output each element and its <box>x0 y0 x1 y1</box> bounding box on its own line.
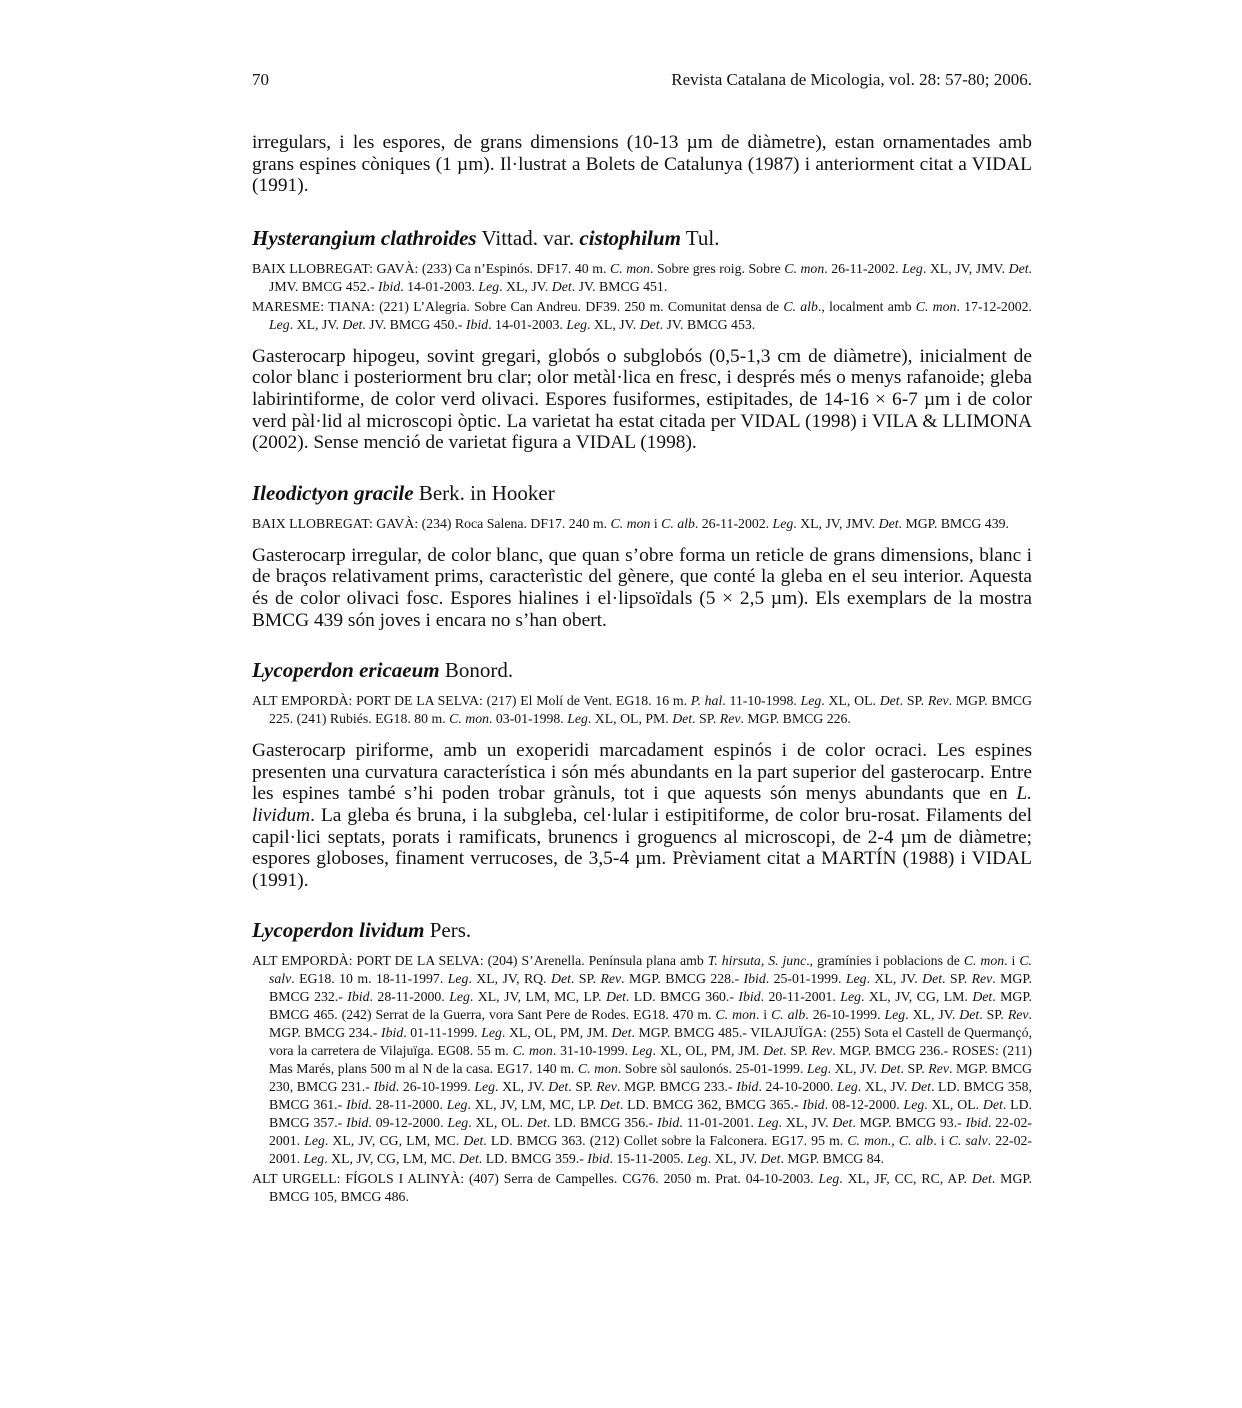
text-run: . XL, JV. <box>866 971 923 987</box>
text-run: . 26-10-1999. <box>805 1007 885 1023</box>
text-run: . 20-11-2001. <box>760 989 841 1005</box>
text-run: . MGP. BMCG 230, BMCG 231.- <box>269 1061 1032 1095</box>
text-run: . JV. BMCG 451. <box>571 278 668 294</box>
text-run: . XL, JV, RQ. <box>468 971 551 987</box>
italic-text: C. mon., C. alb <box>847 1133 934 1149</box>
specimen-record <box>252 1170 1032 1206</box>
italic-text: Leg <box>269 316 290 332</box>
text-run: . LD. BMCG 357.- <box>269 1097 1032 1131</box>
text-run: . XL, JV. <box>778 1115 833 1131</box>
text-run: . XL, OL. <box>924 1097 983 1113</box>
italic-text: C. mon <box>512 1043 553 1059</box>
italic-text: Leg <box>687 1151 708 1167</box>
text-run: . SP. <box>900 1061 929 1077</box>
running-head: Revista Catalana de Micologia, vol. 28: 57-80; 2006. <box>671 70 1032 89</box>
species-heading <box>252 918 1032 942</box>
italic-text: Leg <box>474 1079 496 1095</box>
italic-text: Ibid <box>378 278 401 294</box>
text-run: . LD. BMCG 362, BMCG 365.- <box>619 1097 803 1113</box>
text-run: BAIX LLOBREGAT: GAVÀ: (233) Ca n’Espinós. DF17. 40 m. <box>252 260 610 276</box>
italic-text: Det <box>526 1115 547 1131</box>
italic-text: C. salv <box>269 953 1032 987</box>
text-run: . i <box>933 1133 949 1149</box>
text-run: . MGP. BMCG 234.- <box>269 1007 1032 1041</box>
specimen-record <box>252 952 1032 1168</box>
text-run: . XL, JV, CG, LM, MC. <box>324 1133 464 1149</box>
text-run: . La gleba és bruna, i la subgleba, cel·lular i estipitiforme, de color bru-rosat. Filaments del capil·lici septats, porats i ramificats, brunencs i groguencs al microscopi, de 2-4 µm de diàmetre; espores globoses, finament verrucoses, de 3,5-4 µm. Prèviament citat a MARTÍN (1988) i VIDAL (1991). <box>252 804 1032 891</box>
italic-text: Leg <box>478 278 500 294</box>
species-authority: Pers. <box>424 918 472 943</box>
italic-text: Det <box>342 316 363 332</box>
italic-text: Ibid <box>802 1097 825 1113</box>
italic-text: C. alb <box>783 298 818 314</box>
italic-text: Leg <box>567 711 588 727</box>
text-run: . 15-11-2005. <box>609 1151 688 1167</box>
page-header <box>252 70 1032 94</box>
article-page <box>252 70 1032 1208</box>
text-run: . i <box>755 1007 772 1023</box>
italic-text: Ibid <box>381 1025 404 1041</box>
italic-text: Ibid <box>587 1151 610 1167</box>
text-run: . 17-12-2002. <box>956 298 1032 314</box>
text-run: . LD. BMCG 360.- <box>625 989 739 1005</box>
text-run: . 11-10-1998. <box>722 693 801 709</box>
page-number: 70 <box>252 70 269 89</box>
text-run: . SP. <box>979 1007 1008 1023</box>
specimen-record <box>252 515 1032 533</box>
italic-text: Det <box>548 1079 569 1095</box>
italic-text: Ibid <box>373 1079 396 1095</box>
italic-text: Leg <box>806 1061 828 1077</box>
italic-text: Leg <box>902 260 923 276</box>
italic-text: Leg <box>449 989 470 1005</box>
text-run: . 03-01-1998. <box>489 711 568 727</box>
text-run: . 26-11-2002. <box>824 260 903 276</box>
italic-text: Det <box>832 1115 853 1131</box>
text-run: . SP. <box>942 971 972 987</box>
italic-text: Ibid <box>346 1115 369 1131</box>
text-run: . 01-11-1999. <box>403 1025 482 1041</box>
text-run: . XL, JV, CG, LM, MC. <box>324 1151 459 1167</box>
specimen-records <box>252 515 1032 533</box>
italic-text: Rev <box>1007 1007 1029 1023</box>
species-authority: Vittad. var. <box>476 225 580 250</box>
italic-text: C. mon <box>609 260 650 276</box>
text-run: . SP. <box>568 1079 597 1095</box>
italic-text: C. mon <box>963 953 1005 969</box>
text-run: . 11-01-2001. <box>679 1115 758 1131</box>
text-run: . i <box>1004 953 1020 969</box>
text-run: . MGP. BMCG 233.- <box>616 1079 737 1095</box>
italic-text: Det <box>639 316 660 332</box>
text-run: . XL, JV. <box>587 316 640 332</box>
italic-text: C. mon <box>610 515 651 531</box>
specimen-records <box>252 260 1032 334</box>
italic-text: C. alb <box>771 1007 806 1023</box>
specimen-record <box>252 260 1032 296</box>
text-run: . MGP. BMCG 93.- <box>852 1115 966 1131</box>
specimen-records <box>252 952 1032 1206</box>
text-run: . XL, JV. <box>707 1151 761 1167</box>
text-run: . MGP. BMCG 84. <box>780 1151 884 1167</box>
italic-text: Det <box>605 989 626 1005</box>
italic-text: Leg <box>840 989 861 1005</box>
text-run: . XL, JV. <box>857 1079 912 1095</box>
italic-text: Leg <box>800 693 822 709</box>
italic-text: Det <box>971 1171 992 1187</box>
text-run: . XL, JF, CC, RC, AP. <box>839 1171 972 1187</box>
italic-text: Ibid <box>965 1115 988 1131</box>
italic-text: Ibid <box>346 1097 369 1113</box>
italic-text: Leg <box>818 1171 840 1187</box>
italic-text: Leg <box>446 1097 468 1113</box>
text-run: . MGP. BMCG 465. (242) Serrat de la Guerra, vora Sant Pere de Rodes. EG18. 470 m. <box>269 989 1032 1023</box>
text-run: . MGP. BMCG 226. <box>740 711 851 727</box>
text-run: . 14-01-2003. <box>400 278 479 294</box>
text-run: . Sobre sòl saulonós. 25-01-1999. <box>617 1061 807 1077</box>
species-latin-name: Hysterangium clathroides <box>252 225 477 250</box>
specimen-record <box>252 692 1032 728</box>
italic-text: Ibid <box>736 1079 759 1095</box>
text-run: . XL, JV. <box>905 1007 960 1023</box>
italic-text: Det <box>551 278 572 294</box>
italic-text: Leg <box>303 1151 325 1167</box>
species-latin-name: Ileodictyon gracile <box>252 480 414 505</box>
text-run: . XL, JV. <box>495 1079 549 1095</box>
text-run: ALT EMPORDÀ: PORT DE LA SELVA: (217) El Molí de Vent. EG18. 16 m. <box>252 693 691 709</box>
text-run: . XL, OL. <box>821 693 880 709</box>
text-run: . XL, JV. <box>827 1061 881 1077</box>
italic-text: C. alb <box>661 515 695 531</box>
text-run: . LD. BMCG 358, BMCG 361.- <box>269 1079 1032 1113</box>
italic-text: Det <box>458 1151 479 1167</box>
italic-text: C. salv <box>948 1133 988 1149</box>
italic-text: C. mon <box>577 1061 618 1077</box>
species-authority: Berk. in Hooker <box>413 480 555 505</box>
italic-text: Ibid <box>738 989 761 1005</box>
italic-text: Rev <box>971 971 993 987</box>
italic-text: Det <box>463 1133 484 1149</box>
italic-text: Det <box>879 693 900 709</box>
text-run: ALT EMPORDÀ: PORT DE LA SELVA: (204) S’Arenella. Península plana amb <box>252 953 708 969</box>
italic-text: Det <box>599 1097 620 1113</box>
text-run: . LD. BMCG 363. (212) Collet sobre la Falconera. EG17. 95 m. <box>483 1133 848 1149</box>
text-run: . SP. <box>899 693 928 709</box>
variety-authority: Tul. <box>680 225 720 250</box>
text-run: . 28-11-2000. <box>368 1097 447 1113</box>
species-authority: Bonord. <box>439 658 514 683</box>
italic-text: Det <box>760 1151 781 1167</box>
species-latin-name: Lycoperdon lividum <box>252 918 425 943</box>
species-heading <box>252 226 1032 250</box>
text-run: . XL, JV, LM, MC, LP. <box>469 989 606 1005</box>
text-run: . 25-01-1999. <box>765 971 846 987</box>
text-run: ., gramínies i poblacions de <box>806 953 964 969</box>
species-heading <box>252 481 1032 505</box>
text-run: . XL, JV. <box>499 278 552 294</box>
text-run: . MGP. BMCG 236.- ROSES: (211) Mas Marés, plans 500 m al N de la casa. EG17. 140 m. <box>269 1043 1032 1077</box>
italic-text: Rev <box>928 1061 949 1077</box>
italic-text: Det <box>959 1007 980 1023</box>
italic-text: Rev <box>719 711 741 727</box>
text-run: . XL, JV, CG, LM. <box>861 989 973 1005</box>
text-run: . EG18. 10 m. 18-11-1997. <box>291 971 448 987</box>
italic-text: Leg <box>757 1115 779 1131</box>
italic-text: Det <box>972 989 993 1005</box>
text-run: i <box>650 515 662 531</box>
italic-text: Leg <box>481 1025 502 1041</box>
text-run: . Sobre gres roig. Sobre <box>649 260 785 276</box>
italic-text: Rev <box>811 1043 833 1059</box>
italic-text: T. hirsuta, S. junc <box>707 953 807 969</box>
text-run: . MGP. BMCG 485.- VILAJUÏGA: (255) Sota el Castell de Quermançó, vora la carretera de Vilajuïga. EG08. 55 m. <box>269 1025 1032 1059</box>
text-run: . SP. <box>692 711 720 727</box>
italic-text: Ibid <box>743 971 766 987</box>
italic-text: Det <box>672 711 693 727</box>
text-run: . 09-12-2000. <box>368 1115 448 1131</box>
italic-text: Det <box>611 1025 632 1041</box>
italic-text: Ibid <box>465 316 489 332</box>
text-run: . SP. <box>783 1043 812 1059</box>
species-section <box>252 481 1032 631</box>
text-run: . LD. BMCG 359.- <box>478 1151 588 1167</box>
species-section <box>252 918 1032 1206</box>
italic-text: Leg <box>304 1133 325 1149</box>
italic-text: C. mon <box>715 1007 756 1023</box>
text-run: . XL, OL. <box>468 1115 527 1131</box>
text-run: BAIX LLOBREGAT: GAVÀ: (234) Roca Salena. DF17. 240 m. <box>252 515 611 531</box>
text-run: ALT URGELL: FÍGOLS I ALINYÀ: (407) Serra de Campelles. CG76. 2050 m. Prat. 04-10-2003. <box>252 1171 819 1187</box>
italic-text: C. mon <box>915 298 957 314</box>
italic-text: Det <box>880 1061 901 1077</box>
text-run: . 08-12-2000. <box>824 1097 904 1113</box>
text-run: . 22-02-2001. <box>269 1133 1032 1167</box>
text-run: Gasterocarp irregular, de color blanc, que quan s’obre forma un reticle de grans dimensions, blanc i de braços relativament prims, caracterìstic del gènere, que conté la gleba en el seu interior. Aquesta és de color olivaci fosc. Espores hialines i el·lipsoïdals (5 × 2,5 µm). Els exemplars de la mostra BMCG 439 són joves i encara no s’han obert. <box>252 544 1032 631</box>
italic-text: Det <box>911 1079 931 1095</box>
text-run: . MGP. BMCG 228.- <box>621 971 744 987</box>
text-run: . 31-10-1999. <box>552 1043 632 1059</box>
text-run: . MGP. BMCG 225. (241) Rubiés. EG18. 80 m. <box>269 693 1033 727</box>
text-run: . LD. BMCG 356.- <box>546 1115 658 1131</box>
text-run: . JMV. BMCG 452.- <box>269 260 1032 294</box>
text-run: . MGP. BMCG 232.- <box>269 971 1032 1005</box>
italic-text: C. mon <box>784 260 825 276</box>
text-run: . SP. <box>570 971 601 987</box>
italic-text: Leg <box>845 971 867 987</box>
text-run: . XL, OL, PM, JM. <box>652 1043 764 1059</box>
text-run: . XL, JV, LM, MC, LP. <box>467 1097 600 1113</box>
species-description <box>252 346 1032 454</box>
italic-text: L. lividum <box>252 783 1032 826</box>
species-description <box>252 545 1032 631</box>
italic-text: Det <box>1008 260 1029 276</box>
italic-text: Leg <box>447 971 469 987</box>
text-run: . XL, JV, JMV. <box>793 515 879 531</box>
species-list <box>252 226 1032 1207</box>
text-run: MARESME: TIANA: (221) L’Alegria. Sobre Can Andreu. DF39. 250 m. Comunitat densa de <box>252 298 784 314</box>
text-run: . 26-11-2002. <box>694 515 773 531</box>
text-run: . JV. BMCG 453. <box>659 316 756 332</box>
specimen-records <box>252 692 1032 728</box>
species-description <box>252 740 1032 891</box>
italic-text: Leg <box>631 1043 653 1059</box>
species-heading <box>252 658 1032 682</box>
italic-text: Rev <box>600 971 622 987</box>
species-variety: cistophilum <box>579 225 681 250</box>
intro-paragraph: irregulars, i les espores, de grans dimensions (10-13 µm de diàmetre), estan ornamentades amb grans espines còniques (1 µm). Il·lustrat a Bolets de Catalunya (1987) i anteriorment citat a VIDAL (1991). <box>252 132 1032 197</box>
species-section <box>252 226 1032 454</box>
italic-text: Det <box>551 971 571 987</box>
text-run: . 26-10-1999. <box>395 1079 475 1095</box>
text-run: . 28-11-2000. <box>369 989 450 1005</box>
text-run: . JV. BMCG 450.- <box>362 316 466 332</box>
italic-text: P. hal <box>690 693 723 709</box>
italic-text: Leg <box>837 1079 858 1095</box>
text-run: . XL, OL, PM, JM. <box>501 1025 612 1041</box>
text-run: Gasterocarp piriforme, amb un exoperidi marcadament espinós i de color ocraci. Les espines presenten una curvatura característica i són més abundants en la part superior del gasterocarp. Entre les espines també s’hi poden trobar grànuls, tot i que aquests són menys abundants que en <box>252 740 1032 805</box>
text-run: Gasterocarp hipogeu, sovint gregari, globós o subglobós (0,5-1,3 cm de diàmetre), inicialment de color blanc i posteriorment bru clar; olor metàl·lica en fresc, i després més o menys rafanoide; gleba labirintiforme, de color verd olivaci. Espores fusiformes, estipitades, de 14-16 × 6-7 µm i de color verd pàl·lid al microscopi òptic. La varietat ha estat citada per VIDAL (1998) i VILA & LLIMONA (2002). Sense menció de varietat figura a VIDAL (1998). <box>252 345 1032 454</box>
text-run: . 22-02-2001. <box>269 1115 1032 1149</box>
text-run: . XL, JV, JMV. <box>922 260 1009 276</box>
species-latin-name: Lycoperdon ericaeum <box>252 658 440 683</box>
italic-text: C. mon <box>449 711 489 727</box>
italic-text: Leg <box>884 1007 906 1023</box>
text-run: . 14-01-2003. <box>488 316 567 332</box>
text-run: . XL, OL, PM. <box>587 711 673 727</box>
italic-text: Det <box>922 971 943 987</box>
italic-text: Det <box>878 515 899 531</box>
italic-text: Ibid <box>657 1115 680 1131</box>
italic-text: Leg <box>447 1115 469 1131</box>
italic-text: Ibid <box>347 989 370 1005</box>
italic-text: Det <box>982 1097 1003 1113</box>
italic-text: Leg <box>772 515 794 531</box>
italic-text: Leg <box>903 1097 925 1113</box>
text-run: . MGP. BMCG 439. <box>898 515 1009 531</box>
species-section <box>252 658 1032 891</box>
specimen-record <box>252 298 1032 334</box>
italic-text: Leg <box>566 316 588 332</box>
text-run: . MGP. BMCG 105, BMCG 486. <box>269 1171 1032 1205</box>
text-run: . XL, JV. <box>289 316 343 332</box>
text-run: ., localment amb <box>817 298 916 314</box>
italic-text: Det <box>763 1043 784 1059</box>
text-run: . 24-10-2000. <box>758 1079 838 1095</box>
italic-text: Rev <box>927 693 949 709</box>
italic-text: Rev <box>596 1079 617 1095</box>
